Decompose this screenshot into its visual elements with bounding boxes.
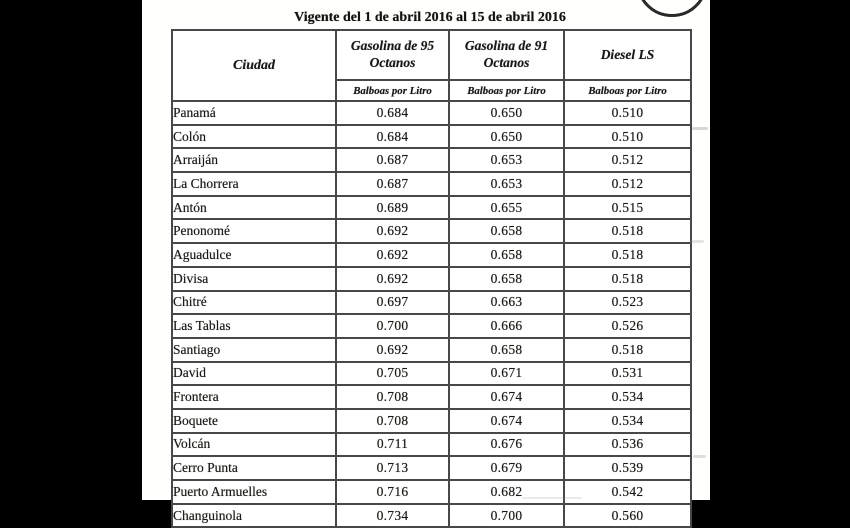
column-header-diesel-ls: Diesel LS bbox=[564, 30, 691, 80]
city-cell: Antón bbox=[172, 196, 336, 220]
price-cell: 0.684 bbox=[336, 125, 449, 149]
price-cell: 0.692 bbox=[336, 338, 449, 362]
table-row bbox=[172, 338, 691, 362]
table-row bbox=[172, 125, 691, 149]
unit-header-diesel-ls: Balboas por Litro bbox=[564, 80, 691, 101]
price-cell: 0.700 bbox=[449, 504, 564, 528]
scan-artifact bbox=[692, 127, 708, 130]
unit-header-gasolina-95: Balboas por Litro bbox=[336, 80, 449, 101]
table-row bbox=[172, 243, 691, 267]
price-cell: 0.734 bbox=[336, 504, 449, 528]
table-row bbox=[172, 101, 691, 125]
price-cell: 0.534 bbox=[564, 409, 691, 433]
price-cell: 0.518 bbox=[564, 267, 691, 291]
price-cell: 0.689 bbox=[336, 196, 449, 220]
price-cell: 0.687 bbox=[336, 172, 449, 196]
price-cell: 0.692 bbox=[336, 243, 449, 267]
city-cell: Boquete bbox=[172, 409, 336, 433]
price-cell: 0.674 bbox=[449, 385, 564, 409]
price-cell: 0.697 bbox=[336, 291, 449, 315]
column-header-gasolina-91: Gasolina de 91 Octanos bbox=[449, 30, 564, 80]
table-row bbox=[172, 409, 691, 433]
price-cell: 0.518 bbox=[564, 219, 691, 243]
price-cell: 0.666 bbox=[449, 314, 564, 338]
city-cell: Chitré bbox=[172, 291, 336, 315]
document-title: Vigente del 1 de abril 2016 al 15 de abril 2016 bbox=[294, 10, 566, 25]
price-cell: 0.531 bbox=[564, 362, 691, 386]
price-cell: 0.658 bbox=[449, 219, 564, 243]
city-cell: Volcán bbox=[172, 433, 336, 457]
city-cell: Aguadulce bbox=[172, 243, 336, 267]
city-cell: Arraiján bbox=[172, 148, 336, 172]
price-cell: 0.692 bbox=[336, 219, 449, 243]
city-cell: Puerto Armuelles bbox=[172, 480, 336, 504]
table-row bbox=[172, 314, 691, 338]
city-cell: Colón bbox=[172, 125, 336, 149]
price-cell: 0.542 bbox=[564, 480, 691, 504]
table-row bbox=[172, 385, 691, 409]
city-cell: Santiago bbox=[172, 338, 336, 362]
price-cell: 0.653 bbox=[449, 172, 564, 196]
price-cell: 0.713 bbox=[336, 456, 449, 480]
table-row bbox=[172, 362, 691, 386]
city-cell: Penonomé bbox=[172, 219, 336, 243]
price-cell: 0.650 bbox=[449, 101, 564, 125]
price-cell: 0.518 bbox=[564, 338, 691, 362]
price-cell: 0.518 bbox=[564, 243, 691, 267]
price-cell: 0.705 bbox=[336, 362, 449, 386]
price-cell: 0.560 bbox=[564, 504, 691, 528]
price-cell: 0.674 bbox=[449, 409, 564, 433]
table-row bbox=[172, 267, 691, 291]
table-row bbox=[172, 148, 691, 172]
price-cell: 0.684 bbox=[336, 101, 449, 125]
price-cell: 0.510 bbox=[564, 125, 691, 149]
price-cell: 0.536 bbox=[564, 433, 691, 457]
city-cell: Divisa bbox=[172, 267, 336, 291]
price-cell: 0.711 bbox=[336, 433, 449, 457]
table-row bbox=[172, 433, 691, 457]
column-header-ciudad: Ciudad bbox=[172, 30, 336, 101]
price-cell: 0.515 bbox=[564, 196, 691, 220]
scan-artifact bbox=[693, 455, 706, 458]
price-cell: 0.692 bbox=[336, 267, 449, 291]
city-cell: Changuinola bbox=[172, 504, 336, 528]
price-cell: 0.512 bbox=[564, 172, 691, 196]
price-cell: 0.708 bbox=[336, 409, 449, 433]
fuel-price-table bbox=[171, 29, 692, 528]
table-row bbox=[172, 480, 691, 504]
table-body bbox=[172, 101, 691, 527]
scan-artifact bbox=[690, 240, 704, 243]
price-cell: 0.658 bbox=[449, 338, 564, 362]
price-cell: 0.650 bbox=[449, 125, 564, 149]
city-cell: Panamá bbox=[172, 101, 336, 125]
city-cell: La Chorrera bbox=[172, 172, 336, 196]
table-row bbox=[172, 456, 691, 480]
table-header bbox=[172, 30, 691, 101]
city-cell: David bbox=[172, 362, 336, 386]
price-cell: 0.658 bbox=[449, 267, 564, 291]
column-header-gasolina-95: Gasolina de 95 Octanos bbox=[336, 30, 449, 80]
table-row bbox=[172, 504, 691, 528]
city-cell: Las Tablas bbox=[172, 314, 336, 338]
city-cell: Cerro Punta bbox=[172, 456, 336, 480]
price-cell: 0.663 bbox=[449, 291, 564, 315]
document-page bbox=[142, 0, 710, 523]
price-cell: 0.534 bbox=[564, 385, 691, 409]
table-row bbox=[172, 219, 691, 243]
price-cell: 0.512 bbox=[564, 148, 691, 172]
price-cell: 0.682 bbox=[449, 480, 564, 504]
price-cell: 0.653 bbox=[449, 148, 564, 172]
price-cell: 0.658 bbox=[449, 243, 564, 267]
header-row-main bbox=[172, 30, 691, 80]
price-cell: 0.510 bbox=[564, 101, 691, 125]
price-cell: 0.539 bbox=[564, 456, 691, 480]
table-row bbox=[172, 172, 691, 196]
scan-artifact bbox=[522, 497, 582, 499]
unit-header-gasolina-91: Balboas por Litro bbox=[449, 80, 564, 101]
price-cell: 0.687 bbox=[336, 148, 449, 172]
price-cell: 0.716 bbox=[336, 480, 449, 504]
table-row bbox=[172, 291, 691, 315]
price-cell: 0.523 bbox=[564, 291, 691, 315]
city-cell: Frontera bbox=[172, 385, 336, 409]
price-cell: 0.671 bbox=[449, 362, 564, 386]
price-cell: 0.655 bbox=[449, 196, 564, 220]
price-cell: 0.700 bbox=[336, 314, 449, 338]
price-cell: 0.708 bbox=[336, 385, 449, 409]
price-cell: 0.526 bbox=[564, 314, 691, 338]
table-row bbox=[172, 196, 691, 220]
price-cell: 0.676 bbox=[449, 433, 564, 457]
price-cell: 0.679 bbox=[449, 456, 564, 480]
